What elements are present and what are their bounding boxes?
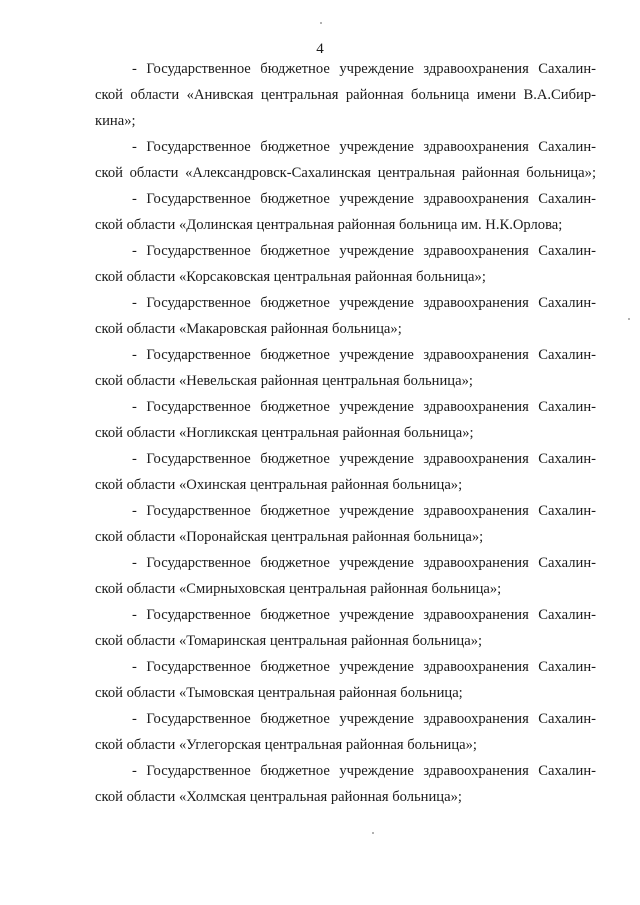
entry-line-1: - Государственное бюджетное учреждение здравоохранения Сахалин- bbox=[132, 295, 596, 311]
entry-line-2: ской области «Холмская центральная районная больница»; bbox=[95, 789, 462, 805]
entry-line-3: кина»; bbox=[95, 113, 136, 129]
scan-speck bbox=[628, 318, 630, 320]
entry-line-1: - Государственное бюджетное учреждение здравоохранения Сахалин- bbox=[132, 555, 596, 571]
entry-line-1: - Государственное бюджетное учреждение здравоохранения Сахалин- bbox=[132, 763, 596, 779]
entry-line-1: - Государственное бюджетное учреждение здравоохранения Сахалин- bbox=[132, 711, 596, 727]
entry-line-2: ской области «Невельская районная центральная больница»; bbox=[95, 373, 473, 389]
entry-line-2: ской области «Охинская центральная районная больница»; bbox=[95, 477, 463, 493]
entry-line-2: ской области «Анивская центральная районная больница имени В.А.Сибир- bbox=[95, 87, 596, 103]
entry-line-2: ской области «Ногликская центральная районная больница»; bbox=[95, 425, 474, 441]
entry-line-1: - Государственное бюджетное учреждение здравоохранения Сахалин- bbox=[132, 61, 596, 77]
entry-line-1: - Государственное бюджетное учреждение здравоохранения Сахалин- bbox=[132, 503, 596, 519]
entry-line-2: ской области «Смирныховская центральная районная больница»; bbox=[95, 581, 502, 597]
entry-line-2: ской области «Долинская центральная районная больница им. Н.К.Орлова; bbox=[95, 217, 563, 233]
entry-line-1: - Государственное бюджетное учреждение здравоохранения Сахалин- bbox=[132, 191, 596, 207]
entry-line-1: - Государственное бюджетное учреждение здравоохранения Сахалин- bbox=[132, 451, 596, 467]
entry-line-1: - Государственное бюджетное учреждение здравоохранения Сахалин- bbox=[132, 659, 596, 675]
entry-line-1: - Государственное бюджетное учреждение здравоохранения Сахалин- bbox=[132, 399, 596, 415]
entry-line-2: ской области «Углегорская центральная районная больница»; bbox=[95, 737, 477, 753]
entry-line-2: ской области «Томаринская центральная районная больница»; bbox=[95, 633, 483, 649]
entry-line-1: - Государственное бюджетное учреждение здравоохранения Сахалин- bbox=[132, 243, 596, 259]
entry-line-2: ской области «Поронайская центральная районная больница»; bbox=[95, 529, 484, 545]
entry-line-2: ской области «Корсаковская центральная районная больница»; bbox=[95, 269, 486, 285]
entry-line-2: ской области «Александровск-Сахалинская центральная районная больница»; bbox=[95, 165, 596, 181]
entry-line-1: - Государственное бюджетное учреждение здравоохранения Сахалин- bbox=[132, 347, 596, 363]
scan-speck bbox=[372, 832, 374, 834]
entry-line-1: - Государственное бюджетное учреждение здравоохранения Сахалин- bbox=[132, 139, 596, 155]
page-number: 4 bbox=[316, 41, 324, 57]
entry-line-2: ской области «Тымовская центральная районная больница; bbox=[95, 685, 463, 701]
scan-speck bbox=[320, 22, 322, 24]
entry-line-1: - Государственное бюджетное учреждение здравоохранения Сахалин- bbox=[132, 607, 596, 623]
entry-line-2: ской области «Макаровская районная больница»; bbox=[95, 321, 402, 337]
